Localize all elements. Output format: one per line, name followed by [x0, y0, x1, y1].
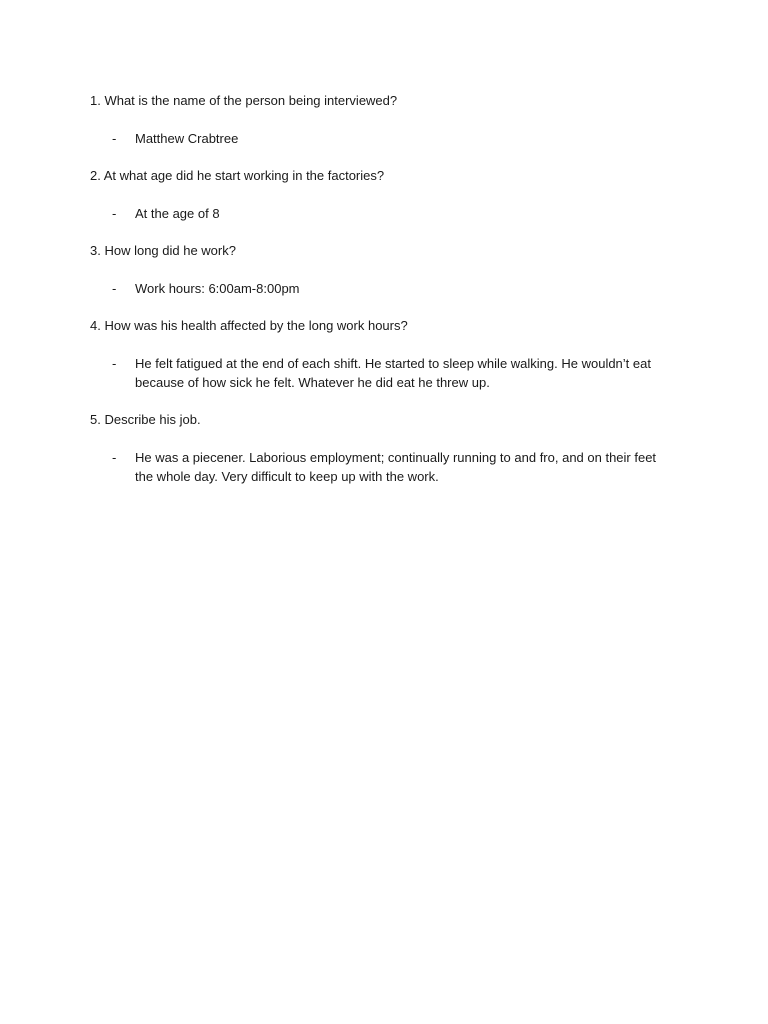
- answer-4: [112, 354, 672, 392]
- bullet-dash: -: [112, 206, 117, 221]
- answer-text: Work hours: 6:00am-8:00pm: [135, 281, 300, 296]
- question-3: 3. How long did he work?: [90, 243, 236, 258]
- bullet-dash: -: [112, 356, 117, 371]
- answer-3: [112, 279, 672, 298]
- answer-text: Matthew Crabtree: [135, 131, 239, 146]
- bullet-dash: -: [112, 281, 117, 296]
- question-5: 5. Describe his job.: [90, 412, 201, 427]
- answer-5: [112, 448, 672, 486]
- answer-1: [112, 129, 672, 148]
- bullet-dash: -: [112, 450, 117, 465]
- question-2: 2. At what age did he start working in the factories?: [90, 168, 385, 183]
- question-1: 1. What is the name of the person being interviewed?: [90, 93, 398, 108]
- answer-text: At the age of 8: [135, 206, 220, 221]
- bullet-dash: -: [112, 131, 117, 146]
- answer-text: He felt fatigued at the end of each shift. He started to sleep while walking. He wouldn’t eat because of how sick he felt. Whatever he did eat he threw up.: [135, 356, 651, 390]
- question-4: 4. How was his health affected by the long work hours?: [90, 318, 408, 333]
- answer-2: [112, 204, 672, 223]
- answer-text: He was a piecener. Laborious employment; continually running to and fro, and on their feet the whole day. Very difficult to keep up with the work.: [135, 450, 657, 484]
